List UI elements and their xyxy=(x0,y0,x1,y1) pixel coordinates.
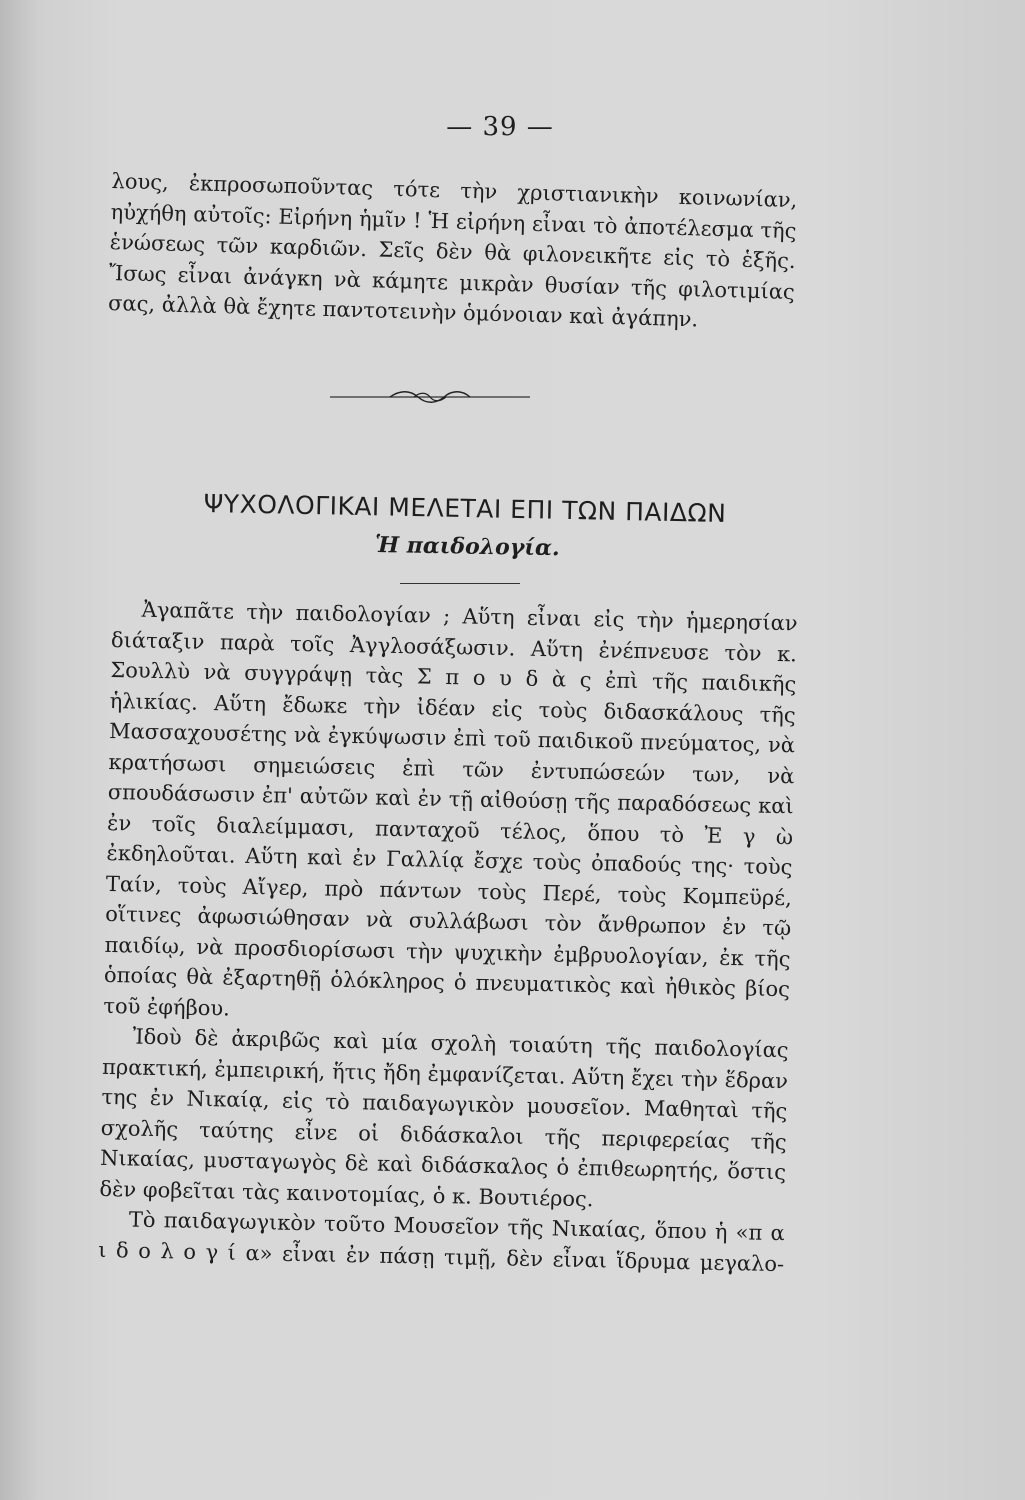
page-number: — 39 — xyxy=(446,112,554,142)
paragraph-1: Ἀγαπᾶτε τὴν παιδολογίαν ; Αὕτη εἶναι εἰς τὴν ἡμερησίαν διάταξιν παρὰ τοῖς Ἀγγλοσάξωσιν. Αὕτη ἐνέπνευσε τὸν κ. Σουλλὺ νὰ συγγράψῃ τὰς Σ π ο υ δ ὰ ς ἐπὶ τῆς παιδικῆς ἡλικίας. Αὕτη ἔδωκε τὴν ἰδέαν εἰς τοὺς διδασκάλους τῆς Μασσαχουσέτης νὰ ἐγκύψωσιν ἐπὶ τοῦ παιδικοῦ πνεύματος, νὰ κρατήσωσι σημειώσεις ἐπὶ τῶν ἐντυπώσεών των, νὰ σπουδάσωσιν ἐπ' αὐτῶν καὶ ἐν τῇ αἰθούσῃ τῆς παραδόσεως καὶ ἐν τοῖς διαλείμμασι, πανταχοῦ τέλος, ὅπου τὸ Ἐ γ ὼ ἐκδηλοῦται. Αὕτη καὶ ἐν Γαλλίᾳ ἔσχε τοὺς ὀπαδούς της· τοὺς Ταίν, τοὺς Αἴγερ, πρὸ πάντων τοὺς Περέ, τοὺς Κομπεϋρέ, οἵτινες ἀφωσιώθησαν νὰ συλλάβωσι τὸν ἄνθρωπον ἐν τῷ παιδίῳ, νὰ προσδιορίσωσι τὴν ψυχικὴν ἐμβρυολογίαν, ἐκ τῆς ὁποίας θὰ ἐξαρτηθῇ ὁλόκληρος ὁ πνευματικὸς καὶ ἠθικὸς βίος τοῦ ἐφήβου. xyxy=(103,597,798,1021)
paragraph-2: Ἰδοὺ δὲ ἀκριβῶς καὶ μία σχολὴ τοιαύτη τῆς παιδολογίας πρακτική, ἐμπειρική, ἥτις ἤδη ἐμφανίζεται. Αὕτη ἔχει τὴν ἕδραν της ἐν Νικαίᾳ, εἰς τὸ παιδαγωγικὸν μουσεῖον. Μαθηταὶ τῆς σχολῆς ταύτης εἶνε οἱ διδάσκαλοι τῆς περιφερείας τῆς Νικαίας, μυσταγωγὸς δὲ καὶ διδάσκαλος ὁ ἐπιθεωρητής, ὅστις δὲν φοβεῖται τὰς καινοτομίας, ὁ κ. Βουτιέρος. xyxy=(99,1024,789,1211)
article-title: ΨΥΧΟΛΟΓΙΚΑΙ ΜΕΛΕΤΑΙ ΕΠΙ ΤΩΝ ΠΑΙΔΩΝ xyxy=(203,488,727,529)
paragraph-3: Τὸ παιδαγωγικὸν τοῦτο Μουσεῖον τῆς Νικαίας, ὅπου ἡ «π α ι δ ο λ ο γ ί α» εἶναι ἐν πάσῃ τιμῇ, δὲν εἶναι ἵδρυμα μεγαλο- xyxy=(98,1207,786,1276)
intro-text xyxy=(108,166,798,338)
article-subtitle: Ἡ παιδολογία. xyxy=(374,531,560,562)
intro-paragraph: λους, ἐκπροσωποῦντας τότε τὴν χριστιανικὴν κοινωνίαν, ηὐχήθη αὐτοῖς: Εἰρήνη ἡμῖν ! Ἡ εἰρήνη εἶναι τὸ ἀποτέλεσμα τῆς ἑνώσεως τῶν καρδιῶν. Σεῖς δὲν θὰ φιλονεικῆτε εἰς τὸ ἑξῆς. Ἴσως εἶναι ἀνάγκη νὰ κάμητε μικρὰν θυσίαν τῆς φιλοτιμίας σας, ἀλλὰ θὰ ἔχητε παντοτεινὴν ὁμόνοιαν καὶ ἀγάπην. xyxy=(107,168,798,332)
title-rule xyxy=(400,583,520,584)
article-body xyxy=(98,594,798,1279)
ornament-divider-icon xyxy=(330,384,530,408)
